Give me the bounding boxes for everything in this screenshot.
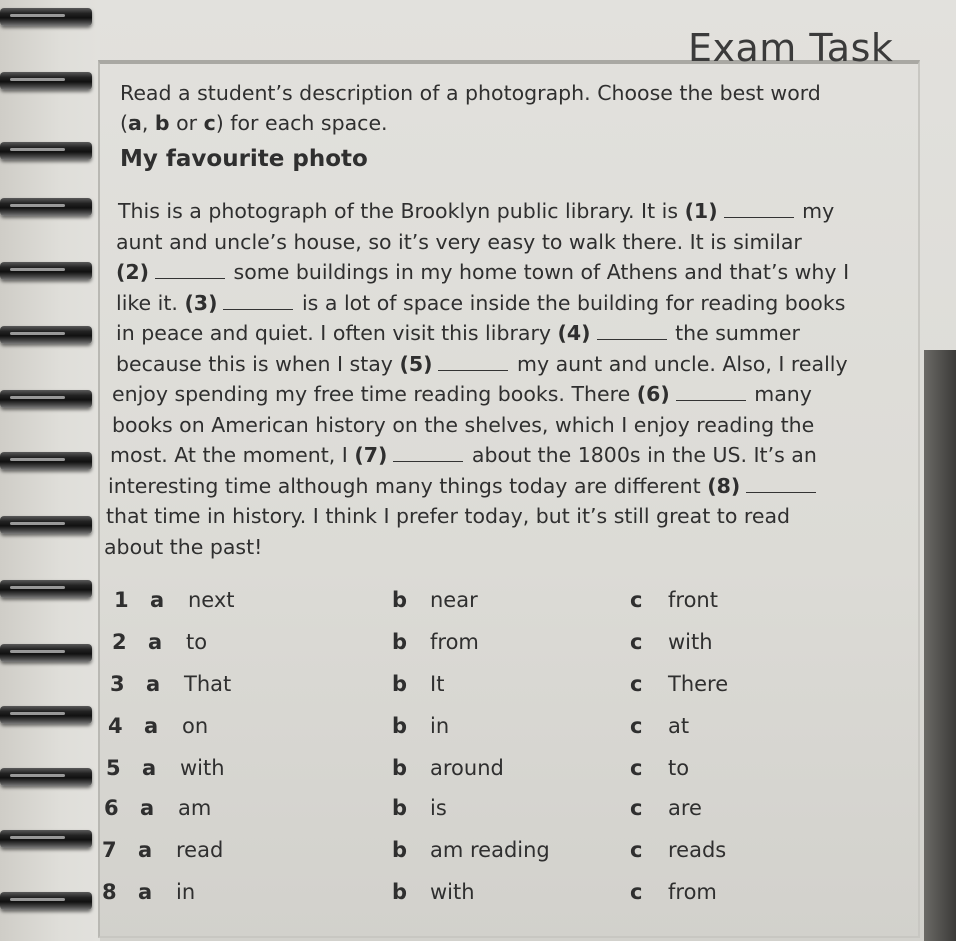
gap-number: (3): [184, 290, 218, 315]
question-number: 1: [114, 588, 129, 612]
option-letter-a: a: [146, 672, 161, 696]
passage-text: [104, 196, 912, 562]
option-letter-b: b: [392, 796, 408, 820]
spiral-binding: [0, 0, 100, 941]
binding-ring: [0, 326, 92, 344]
passage-text-segment: that time in history. I think I prefer today, but it’s still great to read: [106, 504, 791, 528]
option-letter-c: c: [630, 630, 643, 654]
question-number: 2: [112, 630, 127, 654]
instructions: [120, 78, 900, 138]
gap-number: (2): [116, 260, 150, 284]
passage-text-segment: some buildings in my home town of Athens and that’s why I: [227, 260, 850, 284]
option-a[interactable]: am: [178, 796, 212, 820]
answer-blank[interactable]: [438, 369, 508, 371]
passage-text-segment: This is a photograph of the Brooklyn public library. It is: [118, 199, 685, 223]
binding-ring: [0, 8, 92, 26]
option-b[interactable]: am reading: [430, 838, 550, 862]
passage-text-segment: about the 1800s in the US. It’s an: [465, 443, 817, 467]
passage-line: [112, 410, 912, 441]
option-a[interactable]: That: [184, 672, 232, 696]
question-number: 8: [102, 880, 117, 904]
question-number: 6: [104, 796, 119, 820]
option-b[interactable]: with: [430, 880, 475, 904]
option-letter-b: b: [392, 672, 408, 696]
option-letter-a: a: [150, 588, 165, 612]
passage-text-segment: books on American history on the shelves, which I enjoy reading the: [112, 412, 815, 437]
passage-line: [118, 196, 912, 227]
option-letter-b: b: [392, 630, 408, 654]
option-c[interactable]: to: [668, 756, 690, 780]
instructions-line-2: [120, 108, 900, 138]
option-b[interactable]: is: [430, 796, 447, 820]
passage-line: [106, 501, 912, 532]
binding-ring: [0, 198, 92, 216]
binding-ring: [0, 72, 92, 90]
gap-number: (8): [707, 473, 741, 498]
binding-ring: [0, 262, 92, 280]
option-c[interactable]: There: [668, 672, 729, 696]
option-c[interactable]: with: [668, 630, 713, 654]
instructions-option-a: a: [128, 111, 142, 135]
passage-line: [116, 349, 912, 380]
passage-text-segment: aunt and uncle’s house, so it’s very easy to walk there. It is similar: [116, 229, 802, 254]
gap-number: (5): [399, 351, 433, 376]
passage-line: [116, 227, 912, 258]
option-a[interactable]: on: [182, 714, 209, 738]
instructions-end: ) for each space.: [215, 111, 388, 135]
passage-text-segment: because this is when I stay: [116, 351, 400, 376]
page-title: Exam Task: [688, 26, 894, 70]
question-number: 3: [110, 672, 125, 696]
option-letter-c: c: [630, 880, 643, 904]
option-letter-a: a: [144, 714, 159, 738]
passage-text-segment: the summer: [668, 321, 800, 345]
option-row: [100, 588, 880, 628]
gap-number: (4): [557, 321, 591, 345]
gap-number: (7): [354, 443, 388, 467]
passage-line: [110, 440, 912, 471]
passage-line: [108, 471, 912, 502]
binding-ring: [0, 452, 92, 470]
option-letter-c: c: [630, 838, 643, 862]
option-c[interactable]: from: [668, 880, 717, 904]
option-letter-a: a: [142, 756, 157, 780]
option-letter-a: a: [148, 630, 163, 654]
passage-text-segment: about the past!: [104, 534, 263, 559]
passage-line: [104, 532, 912, 563]
option-letter-a: a: [138, 880, 153, 904]
option-b[interactable]: near: [430, 588, 478, 612]
option-row: [100, 880, 880, 920]
option-row: [100, 630, 880, 670]
gap-number: (6): [636, 382, 670, 406]
passage-text-segment: many: [747, 382, 812, 406]
option-c[interactable]: front: [668, 588, 718, 612]
passage-heading: My favourite photo: [120, 146, 368, 172]
passage-text-segment: enjoy spending my free time reading books. There: [112, 382, 637, 406]
passage-text-segment: my: [795, 199, 835, 223]
binding-ring: [0, 830, 92, 848]
passage-line: [112, 379, 912, 410]
instructions-sep: ,: [141, 111, 155, 135]
binding-ring: [0, 644, 92, 662]
binding-ring: [0, 516, 92, 534]
instructions-sep: or: [169, 111, 204, 135]
option-row: [100, 756, 880, 796]
option-letter-b: b: [392, 714, 408, 738]
option-b[interactable]: in: [430, 714, 450, 738]
option-c[interactable]: reads: [668, 838, 727, 862]
binding-ring: [0, 390, 92, 408]
gap-number: (1): [684, 199, 718, 223]
binding-ring: [0, 768, 92, 786]
question-number: 5: [106, 756, 121, 780]
passage-line: [116, 288, 912, 319]
question-number: 7: [102, 838, 117, 862]
option-b[interactable]: It: [430, 672, 445, 696]
answer-blank[interactable]: [597, 338, 667, 340]
option-letter-b: b: [392, 838, 408, 862]
answer-blank[interactable]: [746, 491, 816, 493]
binding-ring: [0, 706, 92, 724]
option-letter-b: b: [392, 588, 408, 612]
option-row: [100, 796, 880, 836]
answer-blank[interactable]: [223, 308, 293, 310]
option-a[interactable]: read: [176, 838, 224, 862]
option-b[interactable]: around: [430, 756, 504, 780]
binding-ring: [0, 580, 92, 598]
option-a[interactable]: with: [180, 756, 225, 780]
question-number: 4: [108, 714, 123, 738]
option-letter-c: c: [630, 672, 643, 696]
binding-ring: [0, 892, 92, 910]
passage-text-segment: most. At the moment, I: [110, 443, 355, 467]
answer-blank[interactable]: [724, 216, 794, 218]
answer-blank[interactable]: [393, 460, 463, 462]
binding-ring: [0, 142, 92, 160]
passage-text-segment: is a lot of space inside the building for reading books: [295, 290, 846, 315]
option-letter-c: c: [630, 756, 643, 780]
option-row: [100, 672, 880, 712]
option-row: [100, 838, 880, 878]
option-letter-b: b: [392, 756, 408, 780]
option-letter-a: a: [138, 838, 153, 862]
background-shadow: [924, 350, 956, 941]
passage-text-segment: in peace and quiet. I often visit this library: [116, 321, 558, 345]
instructions-paren: (: [120, 111, 128, 135]
passage-text-segment: like it.: [116, 290, 185, 315]
passage-text-segment: interesting time although many things today are different: [108, 473, 708, 498]
instructions-line-1: Read a student’s description of a photograph. Choose the best word: [120, 81, 821, 105]
option-letter-c: c: [630, 588, 643, 612]
passage-line: [116, 257, 912, 288]
option-a[interactable]: next: [188, 588, 235, 612]
option-letter-c: c: [630, 796, 643, 820]
option-a[interactable]: in: [176, 880, 196, 904]
instructions-option-b: b: [154, 111, 170, 135]
option-c[interactable]: are: [668, 796, 702, 820]
option-a[interactable]: to: [186, 630, 208, 654]
option-row: [100, 714, 880, 754]
option-letter-c: c: [630, 714, 643, 738]
option-c[interactable]: at: [668, 714, 690, 738]
option-letter-a: a: [140, 796, 155, 820]
option-letter-b: b: [392, 880, 408, 904]
option-b[interactable]: from: [430, 630, 479, 654]
passage-text-segment: my aunt and uncle. Also, I really: [510, 351, 848, 376]
instructions-option-c: c: [203, 111, 216, 135]
passage-line: [116, 318, 912, 349]
answer-blank[interactable]: [676, 399, 746, 401]
answer-blank[interactable]: [155, 277, 225, 279]
